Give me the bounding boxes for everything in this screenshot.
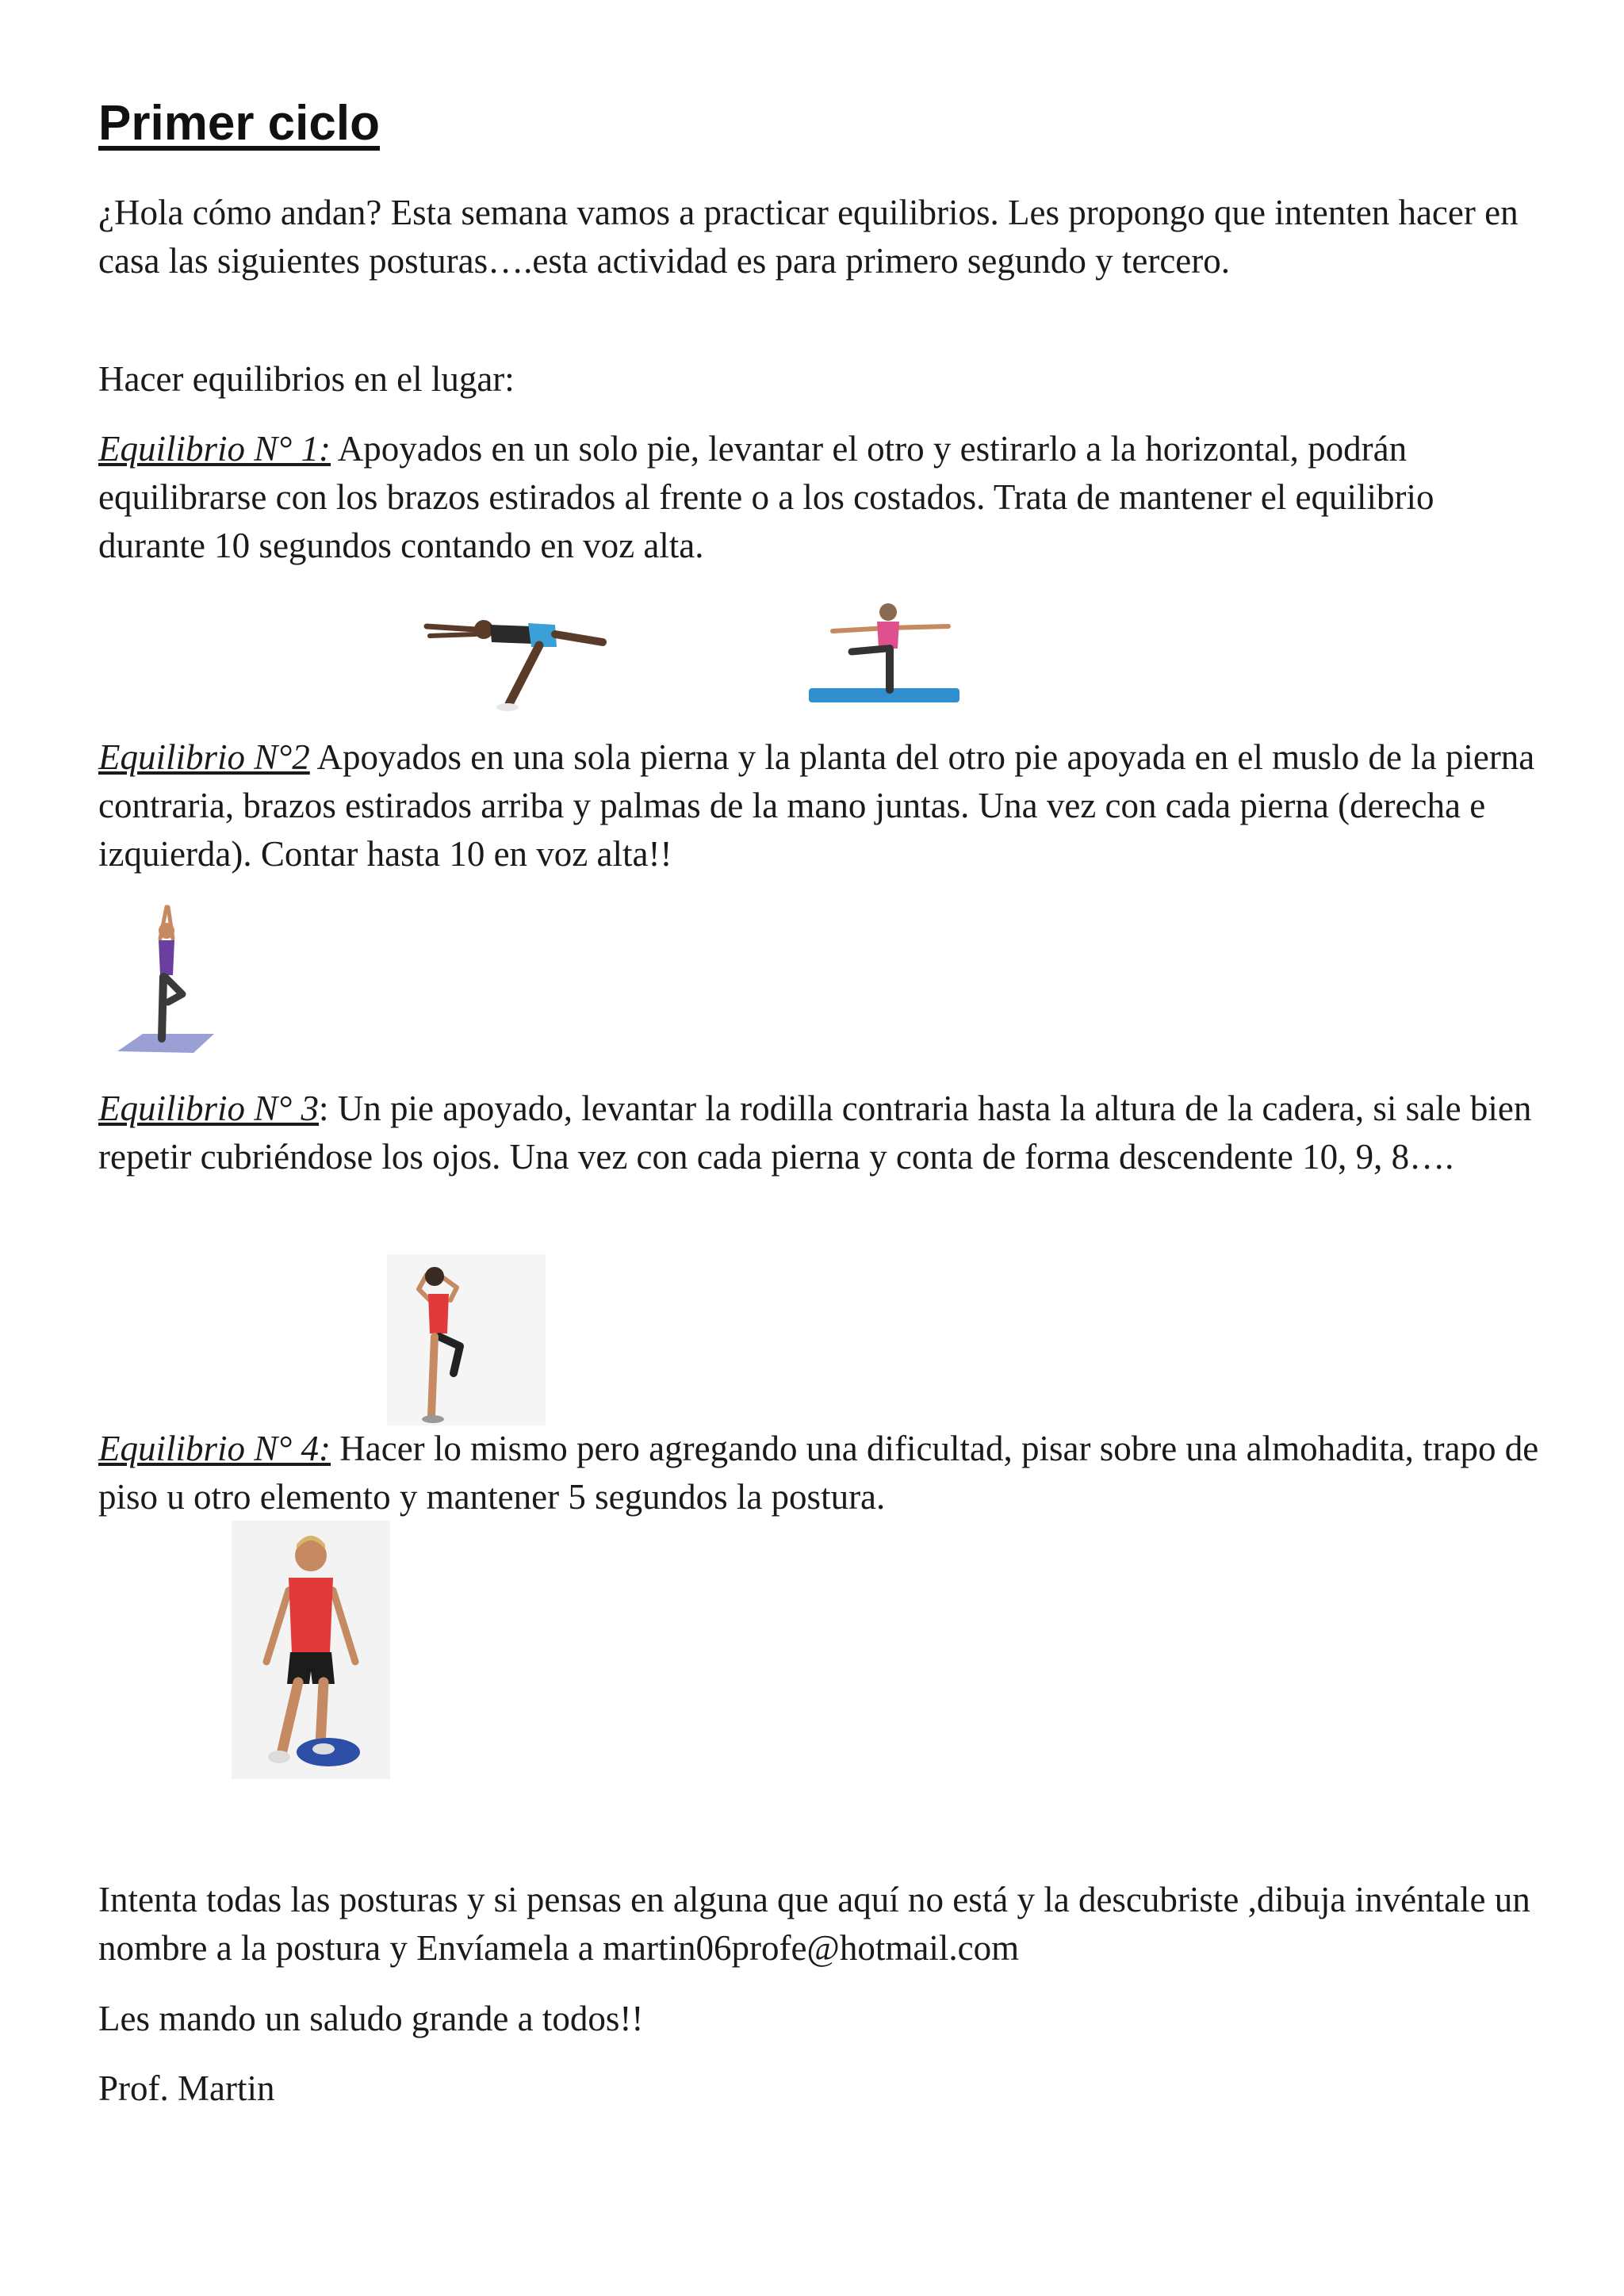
exercise-2-paragraph — [98, 733, 1542, 878]
page-title: Primer ciclo — [98, 96, 380, 151]
exercise-1-text: Apoyados en un solo pie, levantar el otro y estirarlo a la horizontal, podrán equilibrarse con los brazos estirados al frente o a los costados. Trata de mantener el equilibrio durante 10 segundos contando en voz alta. — [98, 429, 1434, 565]
warrior-three-pose-image — [412, 595, 619, 714]
closing-paragraph: Intenta todas las posturas y si pensas en alguna que aquí no está y la descubriste ,dibuja invéntale un nombre a la postura y Envíamela a martin06profe@hotmail.com — [98, 1880, 1530, 1968]
exercise-3-text: : Un pie apoyado, levantar la rodilla contraria hasta la altura de la cadera, si sale bien repetir cubriéndose los ojos. Una vez con cada pierna y conta de forma descendente 10, 9, 8…. — [98, 1089, 1532, 1177]
exercise-3-paragraph — [98, 1085, 1542, 1181]
greeting-paragraph: Les mando un saludo grande a todos!! — [98, 1999, 644, 2038]
balance-disc-pose-image — [232, 1521, 390, 1779]
exercise-4-label: Equilibrio N° 4: — [98, 1429, 331, 1468]
exercise-1-label: Equilibrio N° 1: — [98, 429, 331, 469]
exercise-2-label: Equilibrio N°2 — [98, 737, 310, 777]
knee-lift-pose-image — [387, 1254, 546, 1425]
signature: Prof. Martin — [98, 2068, 275, 2108]
intro-paragraph: ¿Hola cómo andan? Esta semana vamos a practicar equilibrios. Les propongo que intenten hacer en casa las siguientes posturas….esta actividad es para primero segundo y tercero. — [98, 193, 1519, 281]
lead-paragraph: Hacer equilibrios en el lugar: — [98, 359, 515, 399]
airplane-pose-image — [801, 596, 959, 707]
exercise-3-label: Equilibrio N° 3 — [98, 1089, 320, 1128]
exercise-2-text: Apoyados en una sola pierna y la planta del otro pie apoyada en el muslo de la pierna contraria, brazos estirados arriba y palmas de la mano juntas. Una vez con cada pierna (derecha e izquierda). Contar hasta 10 en voz alta!! — [98, 737, 1535, 874]
tree-pose-image — [111, 902, 222, 1061]
exercise-4-paragraph — [98, 1425, 1542, 1521]
exercise-1-paragraph — [98, 425, 1542, 570]
exercise-4-text: Hacer lo mismo pero agregando una dificultad, pisar sobre una almohadita, trapo de piso u otro elemento y mantener 5 segundos la postura. — [98, 1429, 1539, 1517]
